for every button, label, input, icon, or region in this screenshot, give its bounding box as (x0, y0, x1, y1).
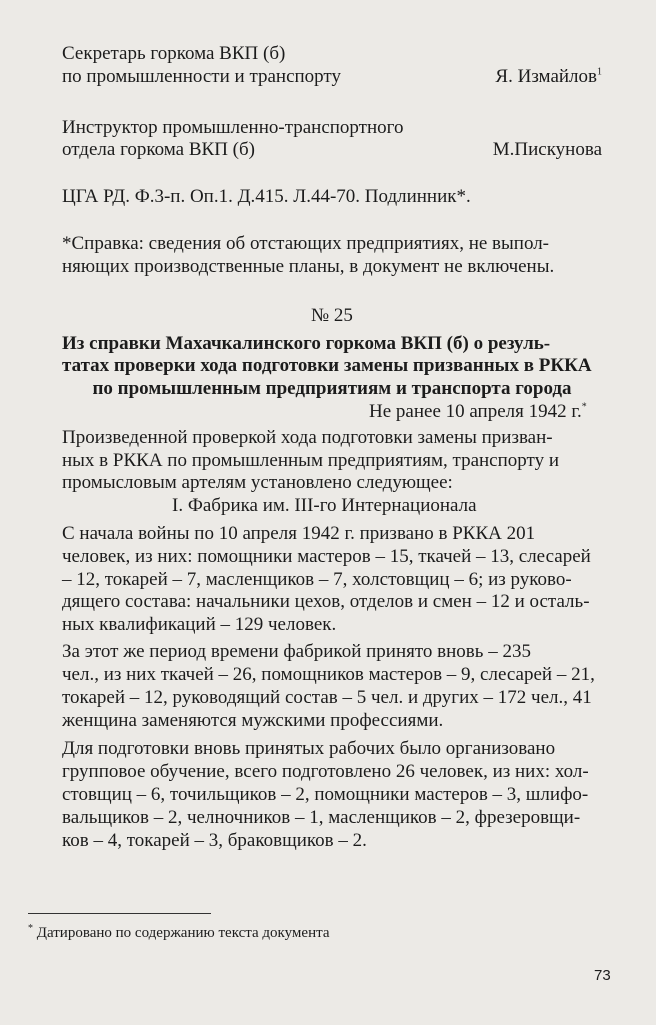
signature-2-line-1 (62, 117, 596, 139)
footnote-divider (28, 913, 211, 914)
para1-line-5: ных квалификаций – 129 человек. (62, 614, 337, 635)
para1-line-3: – 12, токарей – 7, масленщиков – 7, холстовщиц – 6; из руково- (62, 569, 572, 590)
para3-line-5: ков – 4, токарей – 3, браковщиков – 2. (62, 830, 367, 851)
para3-line-4: вальщиков – 2, челночников – 1, масленщиков – 2, фрезеровщи- (62, 807, 581, 828)
document-title-line-1: Из справки Махачкалинского горкома ВКП (б) о резуль- (62, 333, 551, 354)
para2-line-2: чел., из них ткачей – 26, помощников мастеров – 9, слесарей – 21, (62, 664, 595, 685)
note-line-1: *Справка: сведения об отстающих предприятиях, не выпол- (62, 233, 550, 254)
para3-line-3: стовщиц – 6, точильщиков – 2, помощники мастеров – 3, шлифо- (62, 784, 589, 805)
section-heading: I. Фабрика им. III-го Интернационала (172, 495, 477, 516)
signature-1-name: Я. Измайлов$^1$ (495, 66, 602, 87)
page-number: 73 (594, 967, 611, 984)
document-title-line-2: татах проверки хода подготовки замены призванных в РККА (62, 355, 592, 376)
para2-line-1: За этот же период времени фабрикой принято вновь – 235 (62, 641, 531, 662)
signature-1-title-2: по промышленности и транспорту (62, 66, 341, 87)
para2-line-4: женщина заменяются мужскими профессиями. (62, 710, 444, 731)
signature-1-line-2 (62, 66, 602, 88)
signature-2-name: М.Пискунова (492, 139, 602, 160)
intro-line-2: ных в РККА по промышленным предприятиям, транспорту и (62, 450, 560, 471)
signature-1-title-1: Секретарь горкома ВКП (б) (62, 43, 286, 64)
para2-line-3: токарей – 12, руководящий состав – 5 чел. и других – 172 чел., 41 (62, 687, 592, 708)
para1-line-1: С начала войны по 10 апреля 1942 г. призвано в РККА 201 (62, 523, 536, 544)
document-date: Не ранее 10 апреля 1942 г.* (369, 401, 587, 422)
document-number: № 25 (311, 305, 353, 326)
signature-2-title-1: Инструктор промышленно-транспортного (62, 117, 404, 138)
archive-reference: ЦГА РД. Ф.3-п. Оп.1. Д.415. Л.44-70. Подлинник*. (62, 186, 471, 207)
signature-2-title-2: отдела горкома ВКП (б) (62, 139, 256, 160)
signature-1-line-1 (62, 43, 596, 65)
note-line-2: няющих производственные планы, в документ не включены. (62, 256, 555, 277)
intro-line-3: промысловым артелям установлено следующее: (62, 472, 453, 493)
para3-line-2: групповое обучение, всего подготовлено 26 человек, из них: хол- (62, 761, 589, 782)
intro-line-1: Произведенной проверкой хода подготовки замены призван- (62, 427, 553, 448)
document-title-line-3: по промышленным предприятиям и транспорта города (92, 378, 572, 399)
para3-line-1: Для подготовки вновь принятых рабочих было организовано (62, 738, 556, 759)
para1-line-4: дящего состава: начальники цехов, отделов и смен – 12 и осталь- (62, 591, 590, 612)
footnote: * Датировано по содержанию текста документа (28, 923, 330, 941)
para1-line-2: человек, из них: помощники мастеров – 15, ткачей – 13, слесарей (62, 546, 591, 567)
signature-2-line-2 (62, 139, 602, 161)
